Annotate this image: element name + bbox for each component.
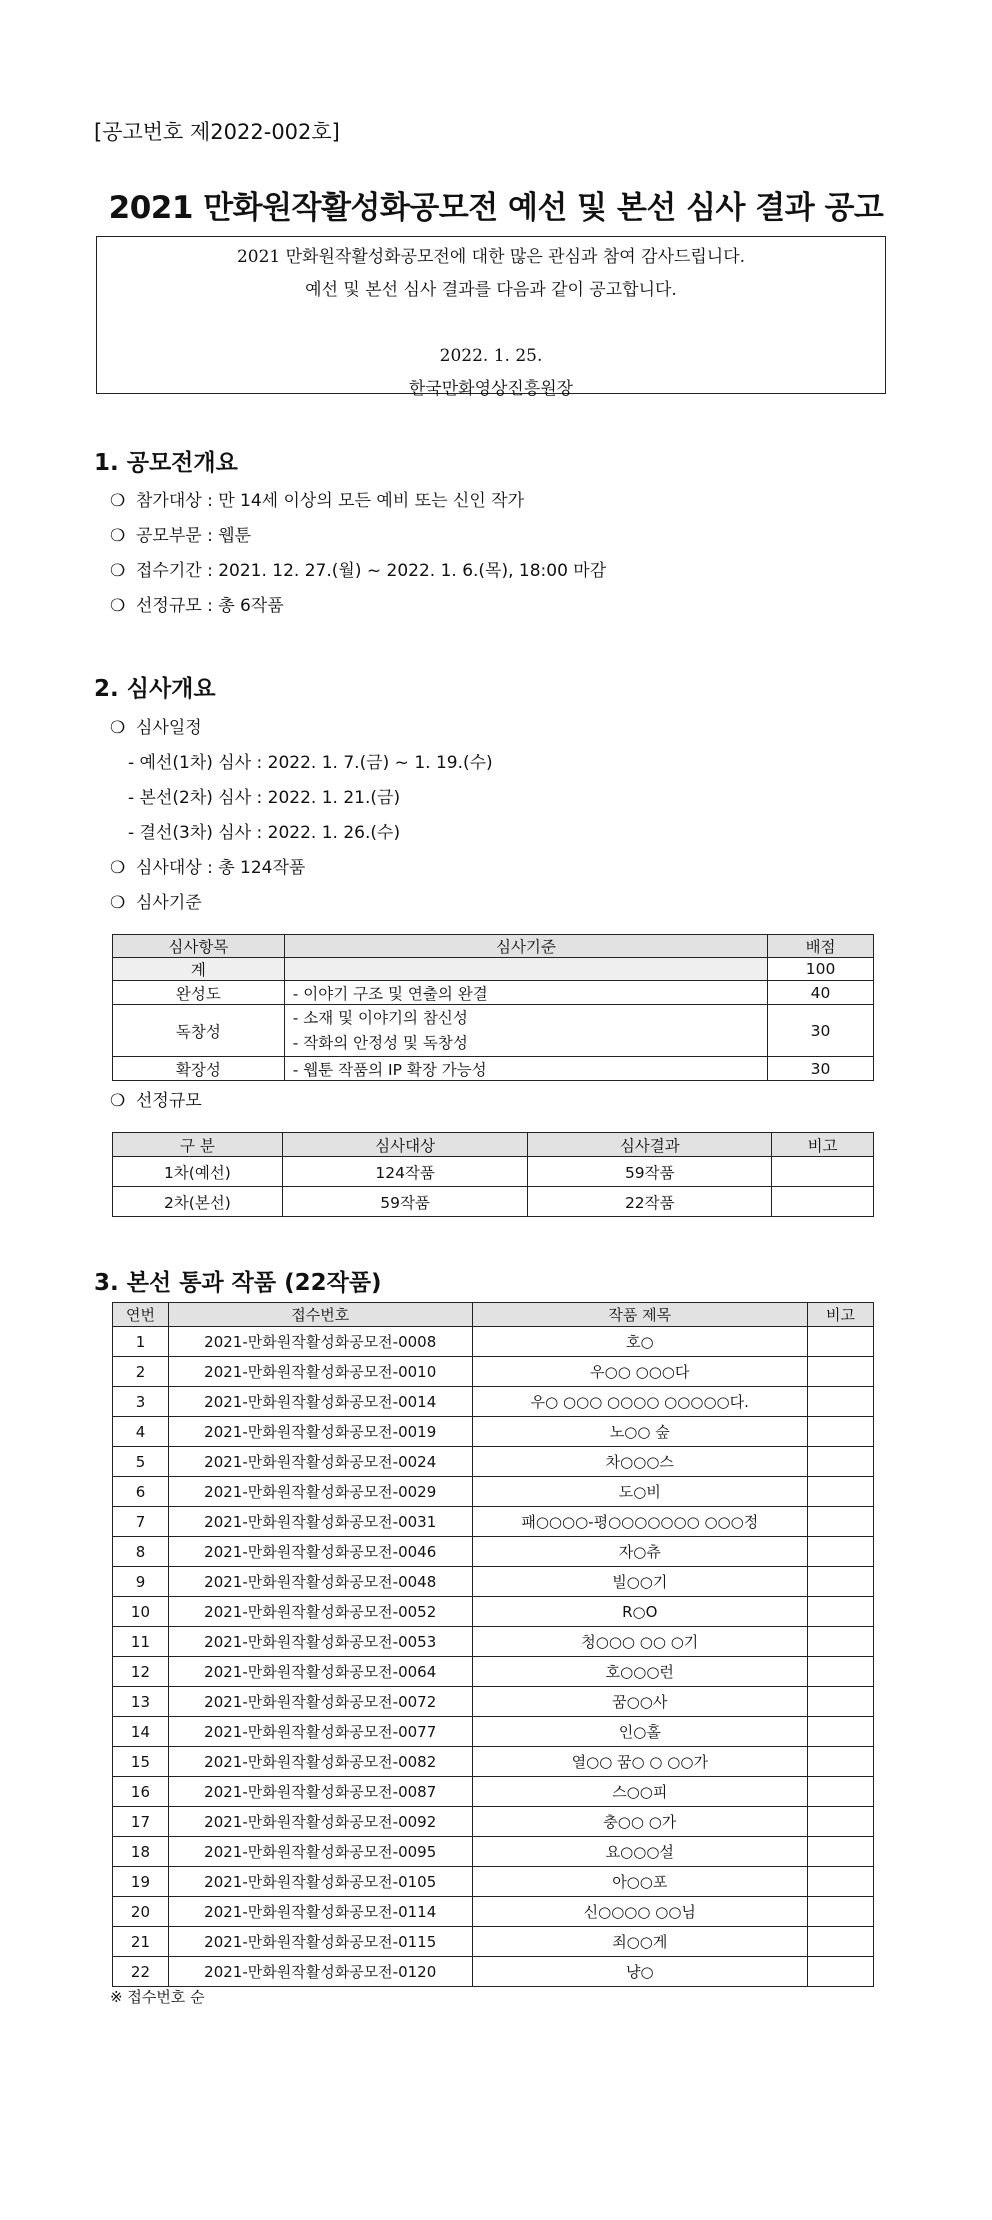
receipt-number: 2021-만화원작활성화공모전-0095: [168, 1837, 472, 1867]
row-number: 22: [113, 1957, 169, 1987]
criteria-row: [113, 1057, 874, 1081]
work-title: 호○: [472, 1327, 808, 1357]
work-title: 스○○피: [472, 1777, 808, 1807]
criteria-line: - 작화의 안정성 및 독창성: [292, 1033, 468, 1052]
row-number: 6: [113, 1477, 169, 1507]
table-row: [113, 1327, 874, 1357]
footnote: ※ 접수번호 순: [110, 1988, 205, 2006]
criteria-item: 완성도: [113, 981, 285, 1005]
receipt-number: 2021-만화원작활성화공모전-0092: [168, 1807, 472, 1837]
receipt-number: 2021-만화원작활성화공모전-0052: [168, 1597, 472, 1627]
section2-heading: 2. 심사개요: [94, 676, 216, 702]
schedule-item: - 본선(2차) 심사 : 2022. 1. 21.(금): [128, 788, 401, 808]
table-row: [113, 1507, 874, 1537]
table-row: [113, 1777, 874, 1807]
row-note: [808, 1927, 874, 1957]
work-title: 아○○포: [472, 1867, 808, 1897]
schedule-item: - 결선(3차) 심사 : 2022. 1. 26.(수): [128, 823, 401, 843]
table-row: [113, 1387, 874, 1417]
section1-heading: 1. 공모전개요: [94, 450, 238, 476]
row-note: [808, 1387, 874, 1417]
work-title: 도○비: [472, 1477, 808, 1507]
section1-item-text: 접수기간 : 2021. 12. 27.(월) ~ 2022. 1. 6.(목), 18:00 마감: [136, 561, 607, 581]
criteria-table: [112, 934, 874, 1081]
table-row: [113, 1837, 874, 1867]
work-title: 청○○○ ○○ ○기: [472, 1627, 808, 1657]
notice-number: [공고번호 제2022-002호]: [94, 120, 340, 144]
work-title: 우○ ○○○ ○○○○ ○○○○○다.: [472, 1387, 808, 1417]
row-note: [808, 1567, 874, 1597]
intro-line-2: 예선 및 본선 심사 결과를 다음과 같이 공고합니다.: [305, 280, 677, 300]
criteria-header-cell: 배점: [768, 935, 874, 958]
selection-cell: [772, 1187, 874, 1217]
bullet-marker: ❍: [110, 893, 126, 913]
work-title: 자○츄: [472, 1537, 808, 1567]
row-number: 10: [113, 1597, 169, 1627]
row-number: 12: [113, 1657, 169, 1687]
works-header-cell: 연번: [113, 1303, 169, 1327]
row-number: 3: [113, 1387, 169, 1417]
page-title: 2021 만화원작활성화공모전 예선 및 본선 심사 결과 공고: [108, 190, 884, 226]
selection-label: 선정규모: [136, 1091, 202, 1111]
row-number: 2: [113, 1357, 169, 1387]
table-row: [113, 1537, 874, 1567]
bullet-marker: ❍: [110, 858, 126, 878]
row-number: 16: [113, 1777, 169, 1807]
receipt-number: 2021-만화원작활성화공모전-0115: [168, 1927, 472, 1957]
work-title: 신○○○○ ○○님: [472, 1897, 808, 1927]
intro-date: 2022. 1. 25.: [439, 346, 543, 366]
row-note: [808, 1777, 874, 1807]
section1-item: [110, 486, 524, 511]
work-title: 노○○ 숲: [472, 1417, 808, 1447]
criteria-row: [113, 1005, 874, 1057]
work-title: 죄○○게: [472, 1927, 808, 1957]
works-header-cell: 접수번호: [168, 1303, 472, 1327]
receipt-number: 2021-만화원작활성화공모전-0014: [168, 1387, 472, 1417]
row-note: [808, 1627, 874, 1657]
work-title: 차○○○스: [472, 1447, 808, 1477]
row-number: 11: [113, 1627, 169, 1657]
receipt-number: 2021-만화원작활성화공모전-0064: [168, 1657, 472, 1687]
selection-header-cell: 심사대상: [282, 1133, 528, 1157]
schedule-label: 심사일정: [136, 718, 202, 738]
row-note: [808, 1837, 874, 1867]
selection-cell: 59작품: [528, 1157, 772, 1187]
row-number: 17: [113, 1807, 169, 1837]
criteria-header-cell: 심사기준: [284, 935, 767, 958]
criteria-line: - 웹툰 작품의 IP 확장 가능성: [292, 1060, 487, 1079]
row-note: [808, 1537, 874, 1567]
criteria-label: 심사기준: [136, 893, 202, 913]
work-title: 인○홀: [472, 1717, 808, 1747]
criteria-score: 40: [768, 981, 874, 1005]
section1-item: [110, 591, 284, 616]
table-row: [113, 1477, 874, 1507]
table-row: [113, 1657, 874, 1687]
works-header-cell: 작품 제목: [472, 1303, 808, 1327]
table-row: [113, 1717, 874, 1747]
receipt-number: 2021-만화원작활성화공모전-0105: [168, 1867, 472, 1897]
table-row: [113, 1627, 874, 1657]
work-title: 열○○ 꿈○ ○ ○○가: [472, 1747, 808, 1777]
row-number: 20: [113, 1897, 169, 1927]
criteria-header-row: [113, 935, 874, 958]
bullet-marker: ❍: [110, 561, 126, 581]
row-note: [808, 1957, 874, 1987]
row-note: [808, 1417, 874, 1447]
section1-item-text: 참가대상 : 만 14세 이상의 모든 예비 또는 신인 작가: [136, 491, 525, 511]
table-row: [113, 1357, 874, 1387]
receipt-number: 2021-만화원작활성화공모전-0120: [168, 1957, 472, 1987]
bullet-marker: ❍: [110, 1091, 126, 1111]
target-label: 심사대상 : 총 124작품: [136, 858, 306, 878]
row-note: [808, 1327, 874, 1357]
receipt-number: 2021-만화원작활성화공모전-0029: [168, 1477, 472, 1507]
intro-spacer: [97, 307, 885, 340]
receipt-number: 2021-만화원작활성화공모전-0087: [168, 1777, 472, 1807]
receipt-number: 2021-만화원작활성화공모전-0114: [168, 1897, 472, 1927]
table-row: [113, 1417, 874, 1447]
selection-header-cell: 심사결과: [528, 1133, 772, 1157]
table-row: [113, 1447, 874, 1477]
work-title: 요○○○설: [472, 1837, 808, 1867]
receipt-number: 2021-만화원작활성화공모전-0053: [168, 1627, 472, 1657]
target-bullet: [110, 853, 305, 878]
row-number: 18: [113, 1837, 169, 1867]
table-row: [113, 1687, 874, 1717]
table-row: [113, 1927, 874, 1957]
work-title: 우○○ ○○○다: [472, 1357, 808, 1387]
criteria-item: 확장성: [113, 1057, 285, 1081]
criteria-row: [113, 981, 874, 1005]
table-row: [113, 1897, 874, 1927]
section1-item-text: 선정규모 : 총 6작품: [136, 596, 284, 616]
row-number: 13: [113, 1687, 169, 1717]
row-number: 15: [113, 1747, 169, 1777]
table-row: [113, 1957, 874, 1987]
section3-heading: 3. 본선 통과 작품 (22작품): [94, 1270, 382, 1296]
selection-header-row: [113, 1133, 874, 1157]
work-title: R○O: [472, 1597, 808, 1627]
receipt-number: 2021-만화원작활성화공모전-0048: [168, 1567, 472, 1597]
works-header-cell: 비고: [808, 1303, 874, 1327]
intro-line-1: 2021 만화원작활성화공모전에 대한 많은 관심과 참여 감사드립니다.: [236, 247, 746, 267]
criteria-text: [284, 981, 767, 1005]
work-title: 냥○: [472, 1957, 808, 1987]
section1-item-text: 공모부문 : 웹툰: [136, 526, 252, 546]
criteria-score: 30: [768, 1057, 874, 1081]
row-note: [808, 1657, 874, 1687]
row-number: 21: [113, 1927, 169, 1957]
receipt-number: 2021-만화원작활성화공모전-0019: [168, 1417, 472, 1447]
selection-cell: 59작품: [282, 1187, 528, 1217]
row-number: 1: [113, 1327, 169, 1357]
table-row: [113, 1747, 874, 1777]
receipt-number: 2021-만화원작활성화공모전-0010: [168, 1357, 472, 1387]
table-row: [113, 1867, 874, 1897]
row-note: [808, 1597, 874, 1627]
selection-bullet: [110, 1086, 202, 1111]
criteria-header-cell: 심사항목: [113, 935, 285, 958]
row-number: 9: [113, 1567, 169, 1597]
criteria-total-score: 100: [768, 958, 874, 981]
schedule-item: - 예선(1차) 심사 : 2022. 1. 7.(금) ~ 1. 19.(수): [128, 753, 493, 773]
selection-cell: 1차(예선): [113, 1157, 283, 1187]
criteria-total-row: [113, 958, 874, 981]
table-row: [113, 1807, 874, 1837]
row-number: 5: [113, 1447, 169, 1477]
receipt-number: 2021-만화원작활성화공모전-0024: [168, 1447, 472, 1477]
receipt-number: 2021-만화원작활성화공모전-0077: [168, 1717, 472, 1747]
criteria-item: 독창성: [113, 1005, 285, 1057]
receipt-number: 2021-만화원작활성화공모전-0031: [168, 1507, 472, 1537]
row-note: [808, 1897, 874, 1927]
bullet-marker: ❍: [110, 491, 126, 511]
section1-item: [110, 556, 606, 581]
row-note: [808, 1507, 874, 1537]
receipt-number: 2021-만화원작활성화공모전-0008: [168, 1327, 472, 1357]
row-note: [808, 1687, 874, 1717]
works-table-body: [113, 1327, 874, 1987]
work-title: 호○○○런: [472, 1657, 808, 1687]
criteria-total-criteria: [284, 958, 767, 981]
works-header-row: [113, 1303, 874, 1327]
criteria-total-label: 계: [113, 958, 285, 981]
bullet-marker: ❍: [110, 718, 126, 738]
section1-item: [110, 521, 251, 546]
criteria-score: 30: [768, 1005, 874, 1057]
row-note: [808, 1447, 874, 1477]
criteria-bullet: [110, 888, 202, 913]
work-title: 꿈○○사: [472, 1687, 808, 1717]
work-title: 빌○○기: [472, 1567, 808, 1597]
schedule-bullet: [110, 713, 202, 738]
criteria-line: - 소재 및 이야기의 참신성: [292, 1008, 468, 1027]
intro-box: [96, 236, 886, 399]
selection-header-cell: 구 분: [113, 1133, 283, 1157]
selection-cell: 2차(본선): [113, 1187, 283, 1217]
selection-row: [113, 1157, 874, 1187]
receipt-number: 2021-만화원작활성화공모전-0082: [168, 1747, 472, 1777]
row-note: [808, 1747, 874, 1777]
works-table: [112, 1302, 874, 1987]
row-number: 8: [113, 1537, 169, 1567]
intro-issuer: 한국만화영상진흥원장: [408, 379, 574, 399]
receipt-number: 2021-만화원작활성화공모전-0072: [168, 1687, 472, 1717]
row-number: 7: [113, 1507, 169, 1537]
row-number: 19: [113, 1867, 169, 1897]
bullet-marker: ❍: [110, 596, 126, 616]
work-title: 충○○ ○가: [472, 1807, 808, 1837]
selection-table: [112, 1132, 874, 1217]
row-note: [808, 1717, 874, 1747]
row-note: [808, 1867, 874, 1897]
row-note: [808, 1807, 874, 1837]
selection-cell: 124작품: [282, 1157, 528, 1187]
selection-cell: 22작품: [528, 1187, 772, 1217]
receipt-number: 2021-만화원작활성화공모전-0046: [168, 1537, 472, 1567]
criteria-line: - 이야기 구조 및 연출의 완결: [292, 984, 488, 1003]
bullet-marker: ❍: [110, 526, 126, 546]
row-note: [808, 1477, 874, 1507]
selection-cell: [772, 1157, 874, 1187]
selection-header-cell: 비고: [772, 1133, 874, 1157]
row-number: 14: [113, 1717, 169, 1747]
table-row: [113, 1567, 874, 1597]
table-row: [113, 1597, 874, 1627]
criteria-text: [284, 1057, 767, 1081]
criteria-text: [284, 1005, 767, 1057]
selection-row: [113, 1187, 874, 1217]
row-number: 4: [113, 1417, 169, 1447]
row-note: [808, 1357, 874, 1387]
work-title: 패○○○○-평○○○○○○○ ○○○정: [472, 1507, 808, 1537]
